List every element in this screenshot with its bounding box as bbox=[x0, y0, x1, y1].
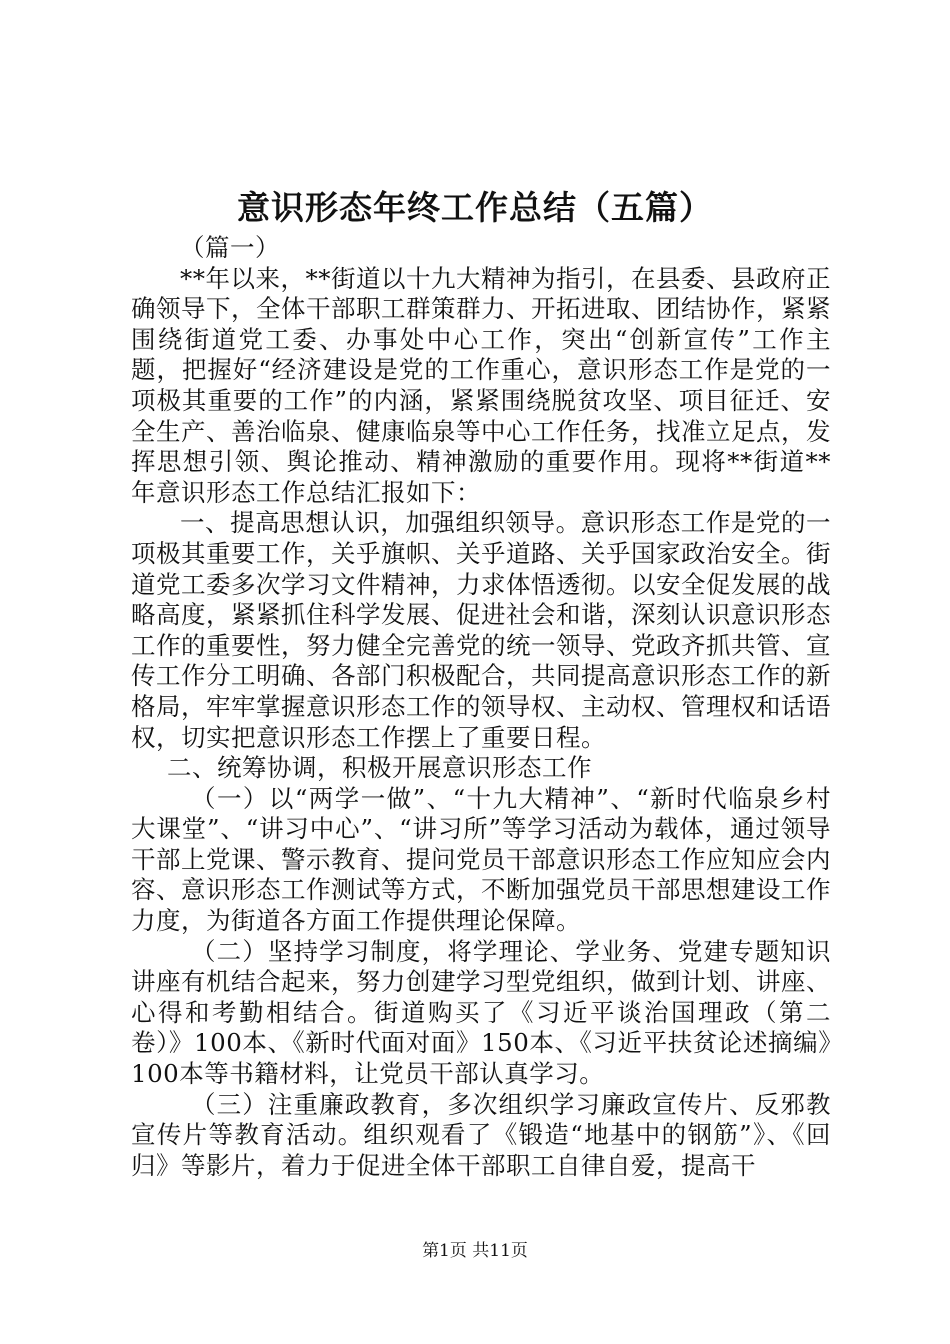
page-number: 第1页 共11页 bbox=[422, 1241, 528, 1261]
section-label: （篇一） bbox=[180, 233, 280, 262]
document-body bbox=[131, 233, 831, 1181]
paragraph-item-two: （二）坚持学习制度，将学理论、学业务、党建专题知识讲座有机结合起来，努力创建学习型党组织，做到计划、讲座、心得和考勤相结合。街道购买了《习近平谈治国理政（第二卷）》100本、《新时代面对面》150本、《习近平扶贫论述摘编》100本等书籍材料，让党员干部认真学习。 bbox=[131, 936, 831, 1089]
paragraph-section-one: 一、提高思想认识，加强组织领导。意识形态工作是党的一项极其重要工作，关乎旗帜、关乎道路、关乎国家政治安全。街道党工委多次学习文件精神，力求体悟透彻。以安全促发展的战略高度，紧紧抓住科学发展、促进社会和谐，深刻认识意识形态工作的重要性，努力健全完善党的统一领导、党政齐抓共管、宣传工作分工明确、各部门积极配合，共同提高意识形态工作的新格局，牢牢掌握意识形态工作的领导权、主动权、管理权和话语权，切实把意识形态工作摆上了重要日程。 bbox=[131, 508, 831, 752]
document-title: 意识形态年终工作总结（五篇） bbox=[237, 188, 713, 227]
section-heading-two: 二、统筹协调，积极开展意识形态工作 bbox=[167, 753, 592, 783]
paragraph-item-one: （一）以“两学一做”、“十九大精神”、“新时代临泉乡村大课堂”、“讲习中心”、“讲习所”等学习活动为载体，通过领导干部上党课、警示教育、提问党员干部意识形态工作应知应会内容、意识形态工作测试等方式，不断加强党员干部思想建设工作力度，为街道各方面工作提供理论保障。 bbox=[131, 783, 831, 936]
paragraph-item-three: （三）注重廉政教育，多次组织学习廉政宣传片、反邪教宣传片等教育活动。组织观看了《锻造“地基中的钢筋”》、《回归》等影片，着力于促进全体干部职工自律自爱，提高干 bbox=[131, 1089, 831, 1180]
paragraph-intro: **年以来，**街道以十九大精神为指引，在县委、县政府正确领导下，全体干部职工群策群力、开拓进取、团结协作，紧紧围绕街道党工委、办事处中心工作，突出“创新宣传”工作主题，把握好“经济建设是党的工作重心，意识形态工作是党的一项极其重要的工作”的内涵，紧紧围绕脱贫攻坚、项目征迁、安全生产、善治临泉、健康临泉等中心工作任务，找准立足点，发挥思想引领、舆论推动、精神激励的重要作用。现将**街道**年意识形态工作总结汇报如下： bbox=[131, 263, 831, 507]
